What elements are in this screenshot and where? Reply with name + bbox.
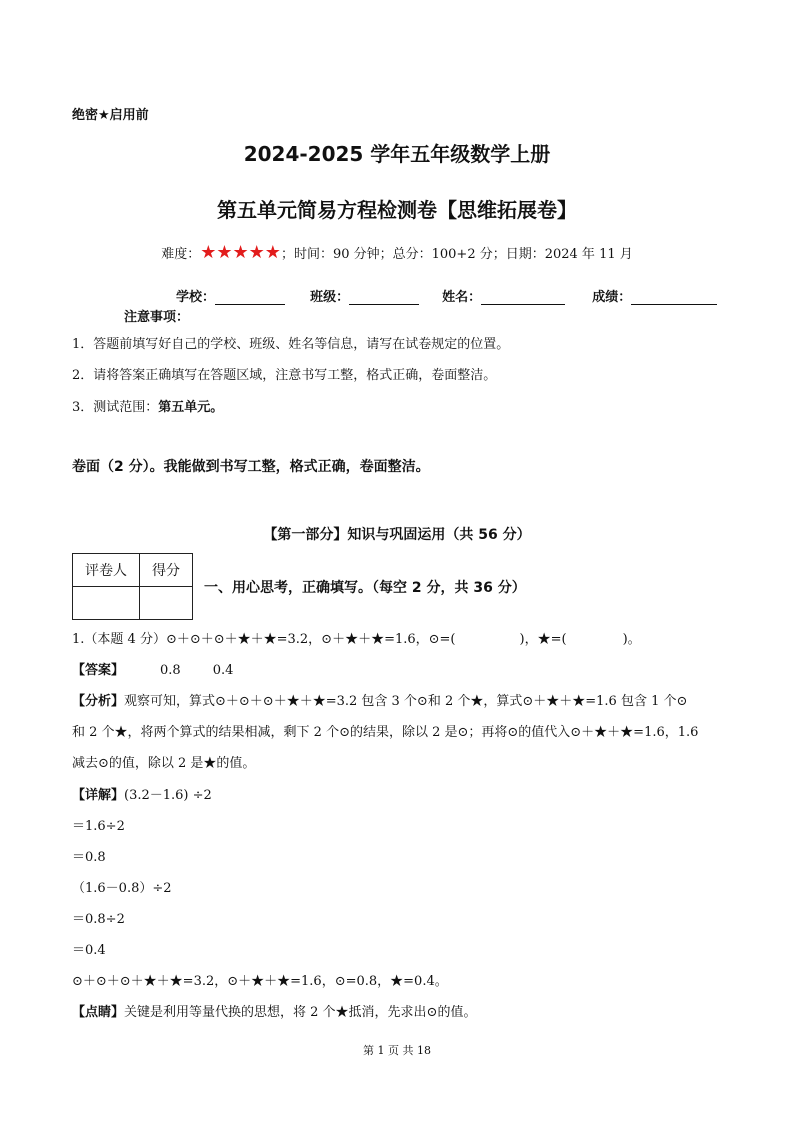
detail-label: 【详解】 — [72, 788, 125, 803]
analysis-label: 【分析】 — [72, 694, 125, 709]
q1-stem-b: )，★=( — [519, 632, 567, 647]
analysis-line-3: 减去⊙的值，除以 2 是★的值。 — [72, 756, 256, 771]
notice-heading: 注意事项： — [124, 310, 190, 325]
title-line2: 第五单元简易方程检测卷【思维拓展卷】 — [217, 198, 577, 222]
q1-stem-a: 1.（本题 4 分）⊙＋⊙＋⊙＋★＋★=3.2，⊙＋★＋★=1.6，⊙=( — [72, 632, 456, 647]
secret-label: 绝密★启用前 — [72, 108, 149, 123]
analysis-line-1 — [72, 690, 687, 709]
difficulty-label: 难度： — [161, 247, 201, 262]
title-line1: 2024-2025 学年五年级数学上册 — [243, 142, 551, 166]
analysis-text-1: 观察可知，算式⊙＋⊙＋⊙＋★＋★=3.2 包含 3 个⊙和 2 个★，算式⊙＋★＋★=1.6 包含 1 个⊙ — [124, 694, 688, 709]
detail-line-2: ＝1.6÷2 — [72, 819, 125, 834]
difficulty-stars: ★★★★★ — [200, 242, 281, 263]
notice-item-1: 1．答题前填写好自己的学校、班级、姓名等信息，请写在试卷规定的位置。 — [72, 337, 510, 352]
school-label: 学校： — [176, 290, 216, 305]
q1-stem-c: )。 — [622, 632, 641, 647]
reviewer-header: 评卷人 — [73, 554, 140, 587]
notice-item-3-scope: 第五单元。 — [158, 400, 224, 415]
school-field[interactable] — [215, 290, 285, 305]
detail-line-5: ＝0.8÷2 — [72, 912, 125, 927]
answer-2: 0.4 — [212, 663, 234, 678]
point-label: 【点睛】 — [72, 1005, 125, 1020]
exam-meta: ；时间：90 分钟；总分：100+2 分；日期：2024 年 11 月 — [280, 247, 633, 262]
name-field[interactable] — [481, 290, 565, 305]
notice-item-2: 2．请将答案正确填写在答题区域，注意书写工整，格式正确，卷面整洁。 — [72, 368, 497, 383]
answer-label: 【答案】 — [72, 663, 125, 678]
score-box — [72, 553, 193, 620]
detail-line-4: （1.6－0.8）÷2 — [72, 881, 172, 896]
notice-item-3 — [72, 396, 223, 415]
point-line — [72, 1001, 476, 1020]
point-text: 关键是利用等量代换的思想，将 2 个★抵消，先求出⊙的值。 — [124, 1005, 477, 1020]
detail-line-3: ＝0.8 — [72, 850, 106, 865]
detail-step-1: (3.2－1.6) ÷2 — [124, 788, 212, 803]
section1-title: 一、用心思考，正确填写。（每空 2 分，共 36 分） — [204, 580, 526, 596]
score-cell[interactable] — [140, 587, 193, 620]
notice-item-3-prefix: 3．测试范围： — [72, 400, 159, 415]
student-fields — [176, 286, 717, 305]
name-label: 姓名： — [442, 290, 482, 305]
q1-stem — [72, 628, 641, 647]
class-label: 班级： — [310, 290, 350, 305]
answer-1: 0.8 — [160, 663, 181, 678]
detail-line-6: ＝0.4 — [72, 943, 106, 958]
score-label: 成绩： — [592, 290, 632, 305]
score-field[interactable] — [631, 290, 717, 305]
detail-line-1 — [72, 784, 212, 803]
analysis-line-2: 和 2 个★，将两个算式的结果相减，剩下 2 个⊙的结果，除以 2 是⊙；再将⊙的值代入⊙＋★＋★=1.6，1.6 — [72, 725, 699, 740]
class-field[interactable] — [349, 290, 419, 305]
page-footer: 第 1 页 共 18 — [363, 1044, 431, 1057]
detail-line-7: ⊙＋⊙＋⊙＋★＋★=3.2，⊙＋★＋★=1.6，⊙=0.8，★=0.4。 — [72, 974, 448, 989]
exam-info — [0, 242, 794, 263]
part1-title: 【第一部分】知识与巩固运用（共 56 分） — [263, 527, 531, 543]
score-header: 得分 — [140, 554, 193, 587]
reviewer-cell[interactable] — [73, 587, 140, 620]
neatness-statement: 卷面（2 分）。我能做到书写工整，格式正确，卷面整洁。 — [72, 459, 430, 475]
q1-answer — [72, 659, 233, 678]
